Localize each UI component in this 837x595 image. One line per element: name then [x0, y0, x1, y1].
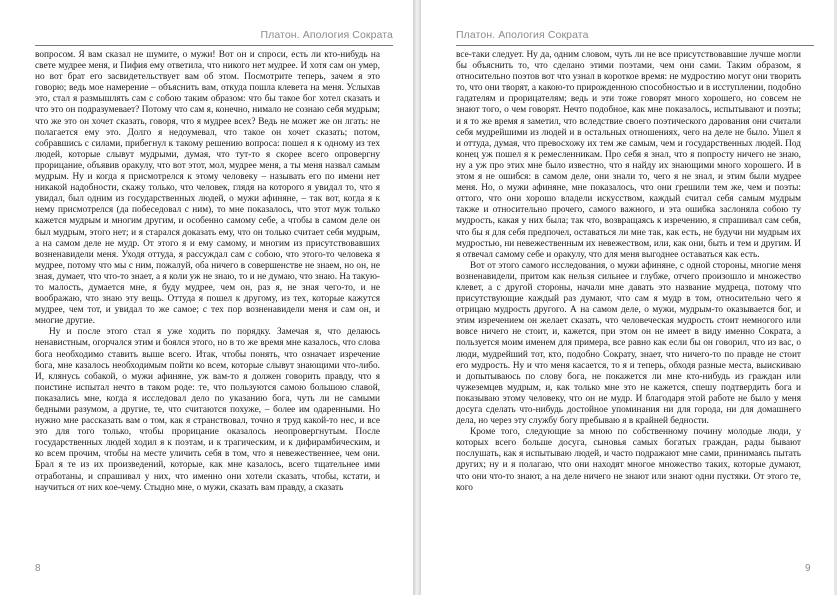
- book-gutter: [413, 0, 421, 595]
- left-page: [0, 0, 413, 595]
- right-page: [421, 0, 834, 595]
- body-text: [456, 50, 801, 494]
- running-head: Платон. Апология Сократа: [260, 29, 393, 41]
- paragraph: Кроме того, следующие за мною по собственному почину молодые люди, у которых всего больше досуга, сыновья самых богатых граждан, рады бывают послушать, как я испытываю людей, и часто подражают мне сами, принимаясь пытать других; ну и я полагаю, что они находят многое множество таких, которые думают, что они что-то знают, а на деле ничего не знают или знают одни пустяки. От этого те, кого: [456, 427, 801, 493]
- paragraph: вопросом. Я вам сказал не шумите, о мужи! Вот он и спроси, есть ли кто-нибудь на свете мудрее меня, и Пифия ему ответила, что никого нет мудрее. И хотя сам он умер, но вот брат его засвидетельствует вам об этом. Посмотрите теперь, зачем я это говорю; ведь мое намерение – объяснить вам, откуда пошла клевета на меня. Услыхав это, стал я размышлять сам с собою таким образом: что бы такое бог хотел сказать и что это он подразумевает? Потому что сам я, конечно, нимало не сознаю себя мудрым; что же это он хочет сказать, говоря, что я мудрее всех? Ведь не может же он лгать: не полагается ему это. Долго я недоумевал, что такое он хочет сказать; потом, собравшись с силами, прибегнул к такому решению вопроса: пошел я к одному из тех людей, которые слывут мудрыми, думая, что тут-то я скорее всего опровергну прорицание, объявив оракулу, что вот этот, мол, мудрее меня, а ты меня назвал самым мудрым. Ну и когда я присмотрелся к этому человеку – называть его по имени нет никакой надобности, скажу только, что человек, глядя на которого я увидал то, что я увидал, был одним из государственных людей, о мужи афиняне, – так вот, когда я к нему присмотрелся (да побеседовал с ним), то мне показалось, что этот муж только кажется мудрым и многим другим, и особенно самому себе, а чтобы в самом деле он был мудрым, этого нет; и я старался доказать ему, что он только считает себя мудрым, а на самом деле не мудр. От этого я и ему самому, и многим из присутствовавших возненавидели меня. Уходя оттуда, я рассуждал сам с собою, что этого-то человека я мудрее, потому что мы с ним, пожалуй, оба ничего в совершенстве не знаем, но он, не зная, думает, что что-то знает, а я коли уж не знаю, то и не думаю, что знаю. На такую-то малость, думается мне, я буду мудрее, чем он, раз я, не зная чего-то, и не воображаю, что знаю эту вещь. Оттуда я пошел к другому, из тех, которые кажутся мудрее, чем тот, и увидал то же самое; с тех пор возненавидели меня и сам он, и многие другие.: [35, 50, 380, 327]
- page-number: 9: [805, 563, 811, 574]
- page-number: 8: [35, 563, 41, 574]
- body-text: [35, 50, 380, 494]
- header-rule: [35, 45, 393, 46]
- running-head: Платон. Апология Сократа: [456, 29, 589, 41]
- paragraph: все-таки следует. Ну да, одним словом, чуть ли не все присутствовавшие лучше могли бы объяснить то, что сделано этими поэтами, чем они сами. Таким образом, я относительно поэтов вот что узнал в короткое время: не мудростию могут они творить то, что они творят, а какою-то прирожденною способностью и в исступлении, подобно гадателям и прорицателям; ведь и эти тоже говорят много хорошего, но совсем не знают того, о чем говорят. Нечто подобное, как мне показалось, испытывают и поэты; и я то же время я заметил, что вследствие своего поэтического дарования они считали себя мудрейшими из людей и в остальных отношениях, чего на деле не было. Ушел я и оттуда, думая, что превосхожу их тем же самым, чем и государственных людей. Под конец уж пошел я к ремесленникам. Про себя я знал, что я попросту ничего не знаю, ну а уж про этих мне было известно, что я найду их знающими много хорошего. И в этом я не ошибся: в самом деле, они знали то, чего я не знал, и этим были мудрее меня. Но, о мужи афиняне, мне показалось, что они грешили тем же, чем и поэты: оттого, что они хорошо владели искусством, каждый считал себя самым мудрым также и относительно прочего, самого важного, и эта ошибка заслоняла собою ту мудрость, какая у них была; так что, возвращаясь к изречению, я спрашивал сам себя, что бы я для себя предпочел, оставаться ли мне так, как есть, не будучи ни мудрым их мудростью, ни невежественным их невежеством, или, как они, быть и тем и другим. И я отвечал самому себе и оракулу, что для меня выгоднее оставаться как есть.: [456, 50, 801, 260]
- paragraph: Вот от этого самого исследования, о мужи афиняне, с одной стороны, многие меня возненавидели, притом как нельзя сильнее и глубже, отчего произошло и множество клевет, а с другой стороны, начали мне давать это название мудреца, потому что присутствующие каждый раз думают, что сам я мудр в том, относительно чего я отрицаю мудрость другого. А на самом деле, о мужи, мудрым-то оказывается бог, и этим изречением он желает сказать, что человеческая мудрость стоит немногого или вовсе ничего не стоит, и, кажется, при этом он не имеет в виду именно Сократа, а пользуется моим именем для примера, все равно как если бы он говорил, что из вас, о люди, мудрейший тот, кто, подобно Сократу, знает, что ничего-то по правде не стоит его мудрость. Ну и что меня касается, то я и теперь, обходя разные места, выискиваю и допытываюсь по слову бога, не покажется ли мне кто-нибудь из граждан или чужеземцев мудрым, и, как только мне это не кажется, спешу подтвердить бога и показываю этому человеку, что он не мудр. И благодаря этой работе не было у меня досуга сделать что-нибудь достойное упоминания ни для города, ни для домашнего дела, но через эту службу богу пребываю я в крайней бедности.: [456, 260, 801, 427]
- paragraph: Ну и после этого стал я уже ходить по порядку. Замечая я, что делаюсь ненавистным, огорчался этим и боялся этого, но в то же время мне казалось, что слова бога необходимо ставить выше всего. Итак, чтобы понять, что означает изречение бога, мне казалось необходимым пойти ко всем, которые слывут знающими что-либо. И, клянусь собакой, о мужи афиняне, уж вам-то я должен говорить правду, что я поистине испытал нечто в таком роде: те, что пользуются самою большою славой, показались мне, когда я исследовал дело по указанию бога, чуть ли не самыми бедными разумом, а другие, те, что считаются похуже, – более им одаренными. Но нужно мне рассказать вам о том, как я странствовал, точно я труд какой-то нес, и все это для того только, чтобы прорицание оказалось неопровергнутым. После государственных людей ходил я к поэтам, и к трагическим, и к дифирамбическим, и ко всем прочим, чтобы на месте уличить себя в том, что я невежественнее, чем они. Брал я те из их произведений, которые, как мне казалось, всего тщательнее ими отработаны, и спрашивал у них, что именно они хотели сказать, чтобы, кстати, и научиться от них кое-чему. Стыдно мне, о мужи, сказать вам правду, а сказать: [35, 327, 380, 493]
- header-rule: [456, 45, 814, 46]
